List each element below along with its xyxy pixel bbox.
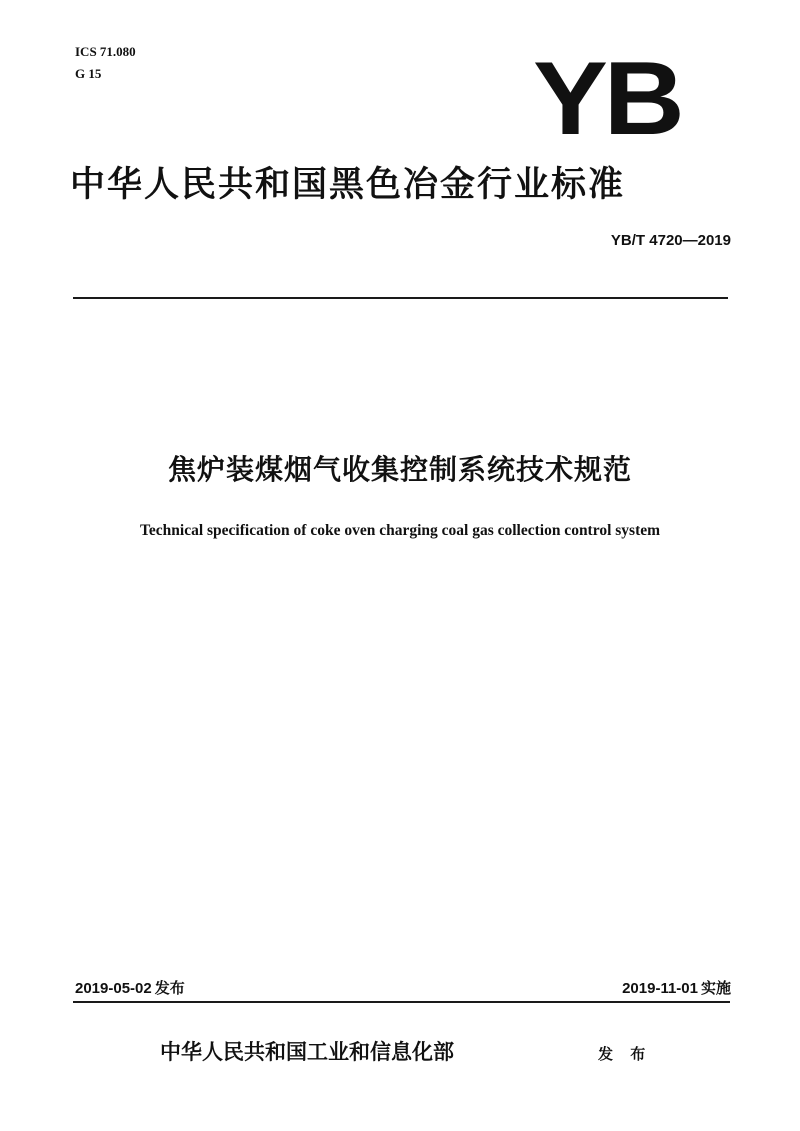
effective-date-block: [622, 978, 731, 999]
issue-date-block: [75, 978, 185, 999]
ccs-code: G 15: [75, 66, 102, 81]
issue-date: 2019-05-02: [75, 980, 152, 997]
header-divider: [73, 297, 728, 299]
issuer-title: 中华人民共和国黑色冶金行业标准: [70, 165, 626, 205]
effective-date: 2019-11-01: [622, 980, 698, 997]
effective-label: 实施: [700, 979, 731, 997]
ics-code: ICS 71.080: [75, 44, 136, 59]
document-title-english: Technical specification of coke oven charging coal gas collection control system: [139, 522, 661, 539]
publisher-name: 中华人民共和国工业和信息化部: [160, 1040, 454, 1064]
issue-label: 发布: [154, 979, 185, 997]
yb-standard-logo: YB: [533, 41, 681, 157]
standard-number: YB/T 4720—2019: [610, 232, 731, 249]
publish-label: 发 布: [598, 1045, 652, 1063]
footer-divider: [73, 1001, 730, 1003]
document-title-chinese: 焦炉装煤烟气收集控制系统技术规范: [167, 453, 632, 486]
